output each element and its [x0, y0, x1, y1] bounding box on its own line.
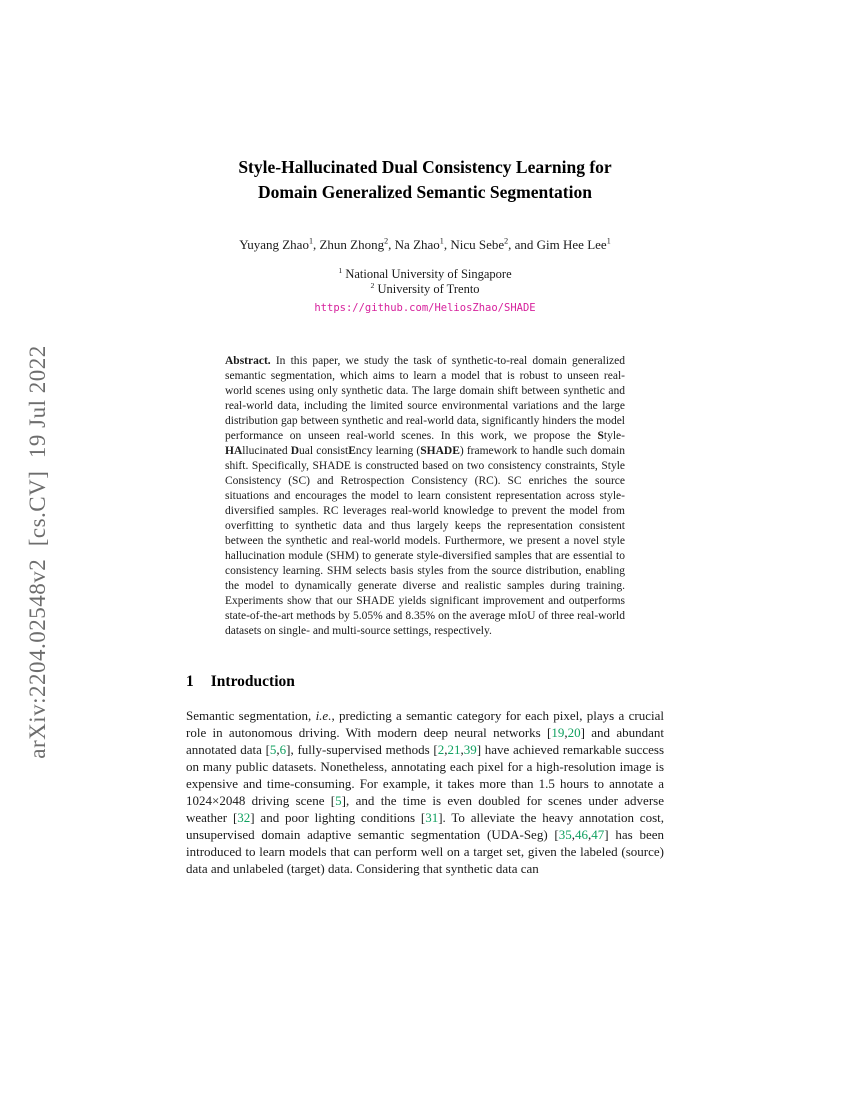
- paper-title: [186, 155, 664, 205]
- project-url-link[interactable]: https://github.com/HeliosZhao/SHADE: [314, 302, 536, 314]
- superscript: 1: [606, 236, 611, 246]
- bold-text: D: [290, 445, 300, 457]
- text-segment: ) framework to handle such domain shift. Specifically, SHADE is constructed based on two consistency constraints, Style Consistency (SC) and Retrospection Consistency (RC). SC enriches the source situations and encourages the model to learn consistent representation across style-diversified samples. RC leverages real-world knowledge to prevent the model from overfitting to synthetic data and thus largely keeps the representation consistent between the synthetic and real-world models. Furthermore, we present a novel style hallucination module (SHM) to generate style-diversified samples that are essential to consistency learning. SHM selects basis styles from the source distribution, enabling the model to dynamically generate diverse and realistic samples during training. Experiments show that our SHADE yields significant improvement and outperforms state-of-the-art methods by 5.05% and 8.35% on the average mIoU of three real-world datasets on single- and multi-source settings, respectively.: [225, 445, 626, 637]
- text-segment: Semantic segmentation,: [186, 708, 316, 723]
- superscript: 1: [308, 236, 313, 246]
- paper-title-line-1: Style-Hallucinated Dual Consistency Learning for: [238, 157, 612, 177]
- text-segment: ,: [276, 742, 280, 757]
- bold-text: E: [348, 445, 356, 457]
- text-segment: ,: [564, 725, 568, 740]
- arxiv-watermark: arXiv:2204.02548v2 [cs.CV] 19 Jul 2022: [25, 345, 50, 759]
- intro-paragraph: [186, 707, 664, 877]
- author-list: [186, 237, 664, 253]
- citation-link[interactable]: 6: [279, 742, 287, 757]
- text-segment: , Zhun Zhong: [312, 237, 385, 252]
- citation-link[interactable]: 2: [437, 742, 445, 757]
- text-segment: National University of Singapore: [342, 267, 512, 281]
- text-segment: ,: [444, 742, 448, 757]
- citation-link[interactable]: 20: [567, 725, 581, 740]
- text-segment: tyle-: [603, 430, 625, 442]
- abstract: [225, 354, 625, 639]
- text-segment: In this paper, we study the task of synthetic-to-real domain generalized semantic segmentation, which aims to learn a model that is robust to unseen real-world scenes using only synthetic data. The large domain shift between synthetic and real-world data, including the limited source environmental variations and the large distribution gap between synthetic and real-world data, significantly hinders the model performance on unseen real-world scenes. In this work, we propose the: [225, 355, 625, 442]
- citation-link[interactable]: 31: [425, 810, 439, 825]
- text-segment: ]. To alleviate the heavy annotation cost, unsupervised domain adaptive semantic segmentation (UDA-Seg) [: [186, 810, 664, 842]
- abstract-label: Abstract.: [225, 355, 271, 367]
- text-segment: ,: [571, 827, 575, 842]
- citation-link[interactable]: 39: [463, 742, 477, 757]
- text-segment: ], and the time is even doubled for scenes under adverse weather [: [186, 793, 664, 825]
- text-segment: University of Trento: [374, 282, 480, 296]
- text-segment: , Na Zhao: [388, 237, 440, 252]
- text-segment: ,: [588, 827, 592, 842]
- text-segment: , predicting a semantic category for each pixel, plays a crucial role in autonomous driving. With modern deep neural networks [: [186, 708, 664, 740]
- text-segment: llucinated: [242, 445, 291, 457]
- bold-text: S: [597, 430, 604, 442]
- citation-link[interactable]: 19: [551, 725, 565, 740]
- citation-link[interactable]: 21: [447, 742, 461, 757]
- superscript: 1: [439, 236, 444, 246]
- citation-link[interactable]: 35: [558, 827, 572, 842]
- text-segment: ual consist: [299, 445, 349, 457]
- affiliations: [186, 267, 664, 316]
- project-url-line: [186, 300, 664, 316]
- affiliation-1: [186, 267, 664, 282]
- section-heading-introduction: [186, 673, 664, 691]
- section-title: Introduction: [210, 673, 295, 690]
- citation-link[interactable]: 5: [335, 793, 342, 808]
- citation-link[interactable]: 5: [269, 742, 277, 757]
- text-segment: , Nicu Sebe: [443, 237, 505, 252]
- text-segment: Yuyang Zhao: [239, 237, 309, 252]
- bold-text: SHADE: [420, 445, 460, 457]
- citation-link[interactable]: 32: [237, 810, 251, 825]
- citation-link[interactable]: 46: [575, 827, 588, 842]
- superscript: 1: [338, 265, 343, 275]
- text-segment: ] have achieved remarkable success on many public datasets. Nonetheless, annotating each pixel for a high-resolution image is expensive and time-consuming. For example, it takes more than 1.5 hours to annotate a 1024×2048 driving scene [: [186, 742, 664, 808]
- section-number: 1: [186, 673, 194, 690]
- paper-title-line-2: Domain Generalized Semantic Segmentation: [258, 182, 592, 202]
- text-segment: ] and poor lighting conditions [: [250, 810, 426, 825]
- bold-text: HA: [225, 445, 243, 457]
- italic-text: i.e.: [315, 708, 332, 723]
- text-segment: , and Gim Hee Lee: [508, 237, 607, 252]
- affiliation-2: [186, 282, 664, 297]
- text-segment: ,: [460, 742, 464, 757]
- text-segment: ], fully-supervised methods [: [286, 742, 438, 757]
- superscript: 2: [370, 280, 375, 290]
- superscript: 2: [504, 236, 509, 246]
- superscript: 2: [384, 236, 389, 246]
- abstract-body: [225, 355, 625, 637]
- text-segment: ] and abundant annotated data [: [186, 725, 664, 757]
- text-segment: ncy learning (: [355, 445, 421, 457]
- paper-content: [186, 155, 664, 877]
- citation-link[interactable]: 47: [591, 827, 605, 842]
- text-segment: ] has been introduced to learn models that can perform well on a target set, given the labeled (source) data and unlabeled (target) data. Considering that synthetic data can: [186, 827, 664, 876]
